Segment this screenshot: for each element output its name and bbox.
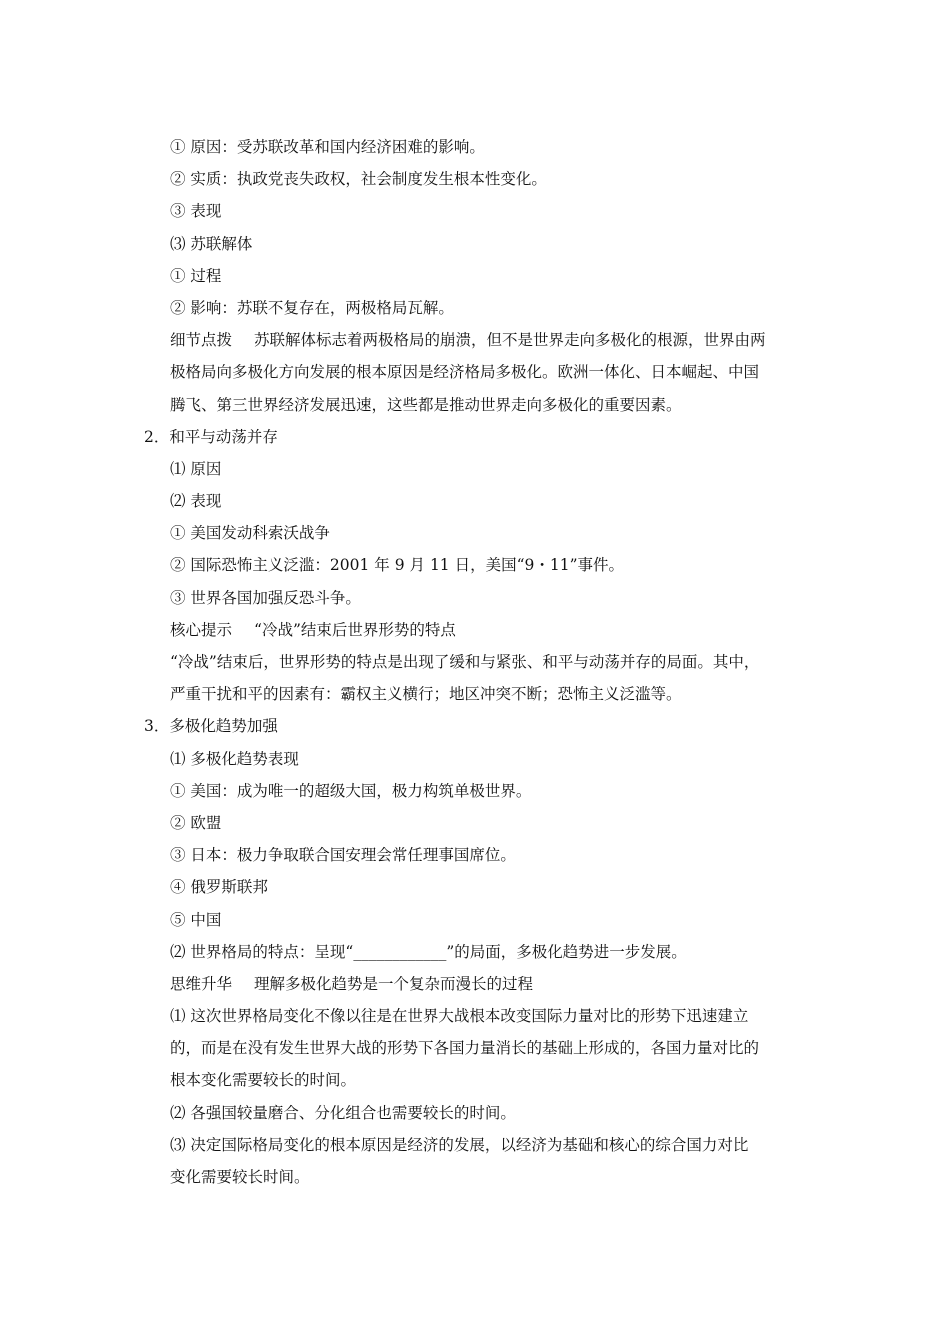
- line-text: ⑶ 决定国际格局变化的根本原因是经济的发展，以经济为基础和核心的综合国力对比: [170, 1135, 749, 1154]
- text-line: [0, 1032, 950, 1064]
- line-text: 腾飞、第三世界经济发展迅速，这些都是推动世界走向多极化的重要因素。: [170, 395, 682, 414]
- text-line: [0, 904, 950, 936]
- line-text: ⑴ 这次世界格局变化不像以往是在世界大战根本改变国际力量对比的形势下迅速建立: [170, 1007, 749, 1026]
- text-line: [0, 775, 950, 807]
- text-line: [0, 582, 950, 614]
- text-line: [0, 228, 950, 260]
- line-text: ① 美国发动科索沃战争: [170, 524, 330, 543]
- line-text: ② 国际恐怖主义泛滥：2001 年 9 月 11 日，美国“9・11”事件。: [170, 556, 625, 575]
- line-text: 的，而是在没有发生世界大战的形势下各国力量消长的基础上形成的，各国力量对比的: [170, 1039, 760, 1058]
- text-line: [0, 968, 950, 1000]
- line-text: ⑵ 各强国较量磨合、分化组合也需要较长的时间。: [170, 1103, 516, 1122]
- text-line: [0, 453, 950, 485]
- line-text: ④ 俄罗斯联邦: [170, 878, 268, 897]
- text-line: [0, 807, 950, 839]
- line-text: 极格局向多极化方向发展的根本原因是经济格局多极化。欧洲一体化、日本崛起、中国: [170, 363, 760, 382]
- text-line: [0, 549, 950, 581]
- text-line: [0, 131, 950, 163]
- text-line: [0, 646, 950, 678]
- line-text: ⑵ 表现: [170, 492, 222, 511]
- text-line: [0, 1000, 950, 1032]
- line-text: ⑴ 多极化趋势表现: [170, 749, 299, 768]
- section-heading: [0, 710, 950, 742]
- text-line: [0, 517, 950, 549]
- document-page: [0, 131, 950, 1193]
- line-text: 3．多极化趋势加强: [144, 717, 278, 736]
- line-text: 理解多极化趋势是一个复杂而漫长的过程: [254, 974, 534, 993]
- text-line: [0, 1129, 950, 1161]
- text-line: [0, 389, 950, 421]
- line-text: ② 欧盟: [170, 813, 222, 832]
- text-line: [0, 743, 950, 775]
- line-text: 苏联解体标志着两极格局的崩溃，但不是世界走向多极化的根源，世界由两: [254, 331, 766, 350]
- line-text: ⑵ 世界格局的特点：呈现“____________”的局面，多极化趋势进一步发展。: [170, 942, 687, 961]
- line-text: “冷战”结束后世界形势的特点: [254, 620, 456, 639]
- text-line: [0, 614, 950, 646]
- line-text: ① 过程: [170, 266, 222, 285]
- line-text: ③ 世界各国加强反恐斗争。: [170, 588, 361, 607]
- text-line: [0, 195, 950, 227]
- text-line: [0, 260, 950, 292]
- line-text: ② 影响：苏联不复存在，两极格局瓦解。: [170, 298, 454, 317]
- line-text: “冷战”结束后，世界形势的特点是出现了缓和与紧张、和平与动荡并存的局面。其中，: [170, 653, 760, 671]
- text-line: [0, 485, 950, 517]
- line-text: 严重干扰和平的因素有：霸权主义横行；地区冲突不断；恐怖主义泛滥等。: [170, 685, 682, 704]
- callout-label: 细节点拨: [170, 331, 233, 350]
- section-heading: [0, 421, 950, 453]
- line-text: 变化需要较长时间。: [170, 1168, 310, 1186]
- line-text: ③ 日本：极力争取联合国安理会常任理事国席位。: [170, 846, 516, 865]
- line-text: 2．和平与动荡并存: [144, 427, 278, 446]
- text-line: [0, 356, 950, 388]
- line-text: 根本变化需要较长的时间。: [170, 1071, 357, 1090]
- text-line: [0, 678, 950, 710]
- text-line: [0, 292, 950, 324]
- text-line: [0, 936, 950, 968]
- line-text: ⑤ 中国: [170, 910, 222, 929]
- text-line: [0, 839, 950, 871]
- text-line: [0, 1064, 950, 1096]
- line-text: ⑶ 苏联解体: [170, 234, 253, 253]
- text-line: [0, 1097, 950, 1129]
- line-text: ① 原因：受苏联改革和国内经济困难的影响。: [170, 138, 485, 156]
- line-text: ③ 表现: [170, 202, 222, 221]
- line-text: ② 实质：执政党丧失政权，社会制度发生根本性变化。: [170, 170, 547, 189]
- callout-label: 核心提示: [170, 620, 233, 639]
- line-text: ⑴ 原因: [170, 459, 222, 478]
- text-line: [0, 324, 950, 356]
- line-text: ① 美国：成为唯一的超级大国，极力构筑单极世界。: [170, 781, 532, 800]
- text-line: [0, 163, 950, 195]
- callout-label: 思维升华: [170, 974, 233, 993]
- text-line: [0, 871, 950, 903]
- text-line: [0, 1161, 950, 1193]
